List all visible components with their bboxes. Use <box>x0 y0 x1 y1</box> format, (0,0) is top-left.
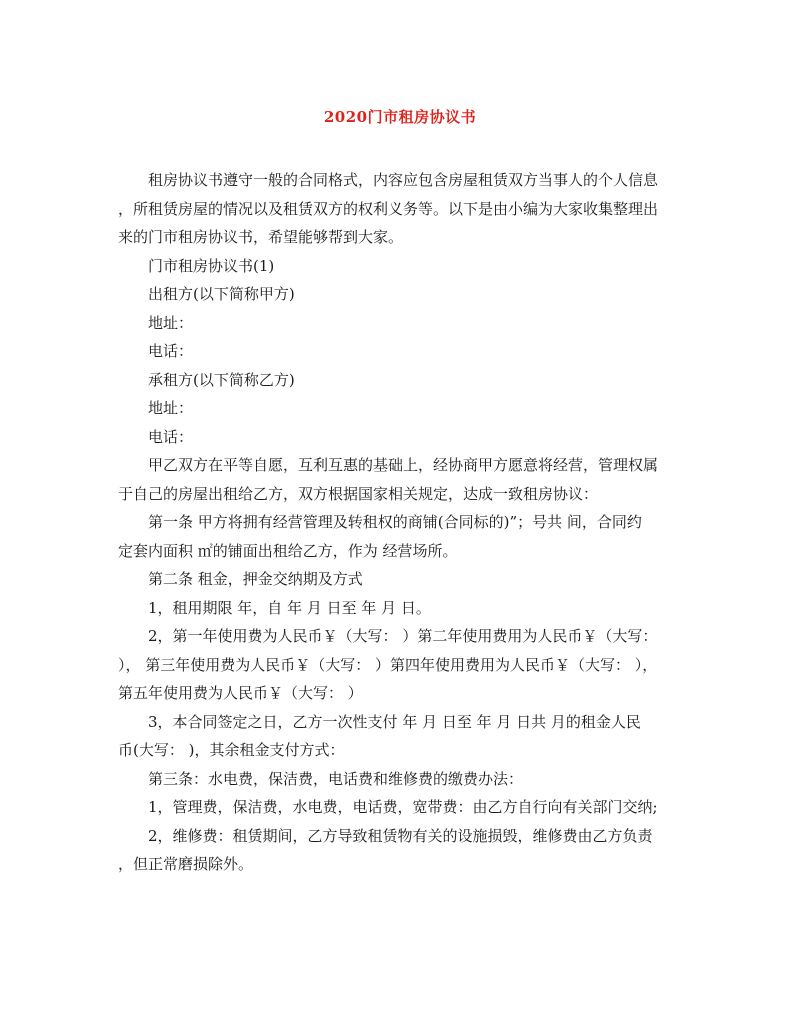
article-2-item-3-line-1: 3，本合同签定之日，乙方一次性支付 年 月 日至 年 月 日共 月的租金人民 <box>148 712 641 731</box>
intro-line-2: ，所租赁房屋的情况以及租赁双方的权利义务等。以下是由小编为大家收集整理出 <box>118 199 659 218</box>
article-3-item-1 <box>118 793 684 822</box>
article-3-heading-text: 第三条：水电费，保洁费，电话费和维修费的缴费办法： <box>148 769 524 788</box>
article-3-item-2-line-1: 2，维修费：租赁期间，乙方导致租赁物有关的设施损毁，维修费由乙方负责 <box>148 826 653 845</box>
lessor-label <box>118 280 684 309</box>
lessor-label-text: 出租方(以下简称甲方) <box>148 285 295 303</box>
article-3-heading <box>118 765 684 794</box>
article-1-paragraph <box>118 508 684 565</box>
article-2-item-1-text: 1，租用期限 年，自 年 月 日至 年 月 日。 <box>148 598 431 617</box>
agreement-heading <box>118 252 684 281</box>
intro-paragraph <box>118 166 684 252</box>
article-2-item-2 <box>118 622 684 708</box>
intro-line-1: 租房协议书遵守一般的合同格式，内容应包含房屋租赁双方当事人的个人信息 <box>148 171 659 189</box>
lessor-address-text: 地址： <box>148 313 194 332</box>
article-2-heading <box>118 565 684 594</box>
article-2-item-2-line-1: 2，第一年使用费为人民币￥（大写： ）第二年使用费用为人民币￥（大写： <box>148 627 658 645</box>
article-3-item-2 <box>118 822 684 879</box>
preamble-paragraph <box>118 451 684 508</box>
document-body <box>118 166 684 879</box>
article-1-line-2: 定套内面积 ㎡的铺面出租给乙方，作为 经营场所。 <box>118 541 458 560</box>
preamble-line-2: 于自己的房屋出租给乙方，双方根据国家相关规定，达成一致租房协议： <box>118 484 599 503</box>
agreement-heading-text: 门市租房协议书(1) <box>148 256 275 275</box>
article-1-line-1: 第一条 甲方将拥有经营管理及转租权的商铺(合同标的)”；号共 间，合同约 <box>148 513 642 531</box>
article-2-item-3-line-2: 币(大写： )，其余租金支付方式： <box>118 741 345 759</box>
article-2-item-2-line-3: 第五年使用费为人民币￥（大写： ） <box>118 684 363 702</box>
lessor-phone <box>118 337 684 366</box>
lessee-phone <box>118 423 684 452</box>
article-2-heading-text: 第二条 租金，押金交纳期及方式 <box>148 570 363 588</box>
article-3-item-2-line-2: ，但正常磨损除外。 <box>118 855 254 873</box>
article-2-item-3 <box>118 708 684 765</box>
lessor-address <box>118 309 684 338</box>
lessee-label <box>118 366 684 395</box>
lessee-phone-text: 电话： <box>148 427 194 446</box>
lessor-phone-text: 电话： <box>148 342 194 360</box>
article-3-item-1-text: 1，管理费，保洁费，水电费，电话费，宽带费：由乙方自行向有关部门交纳; <box>148 798 658 816</box>
intro-line-3: 来的门市租房协议书，希望能够帮到大家。 <box>118 228 404 246</box>
article-2-item-2-line-2: ）， 第三年使用费为人民币￥（大写： ）第四年使用费用为人民币￥（大写： ）， <box>118 655 658 674</box>
article-2-item-1 <box>118 594 684 623</box>
lessee-label-text: 承租方(以下简称乙方) <box>148 370 295 389</box>
lessee-address-text: 地址： <box>148 399 194 417</box>
document-title: 2020门市租房协议书 <box>323 108 477 126</box>
preamble-line-1: 甲乙双方在平等自愿，互利互惠的基础上，经协商甲方愿意将经营，管理权属 <box>148 456 659 474</box>
lessee-address <box>118 394 684 423</box>
